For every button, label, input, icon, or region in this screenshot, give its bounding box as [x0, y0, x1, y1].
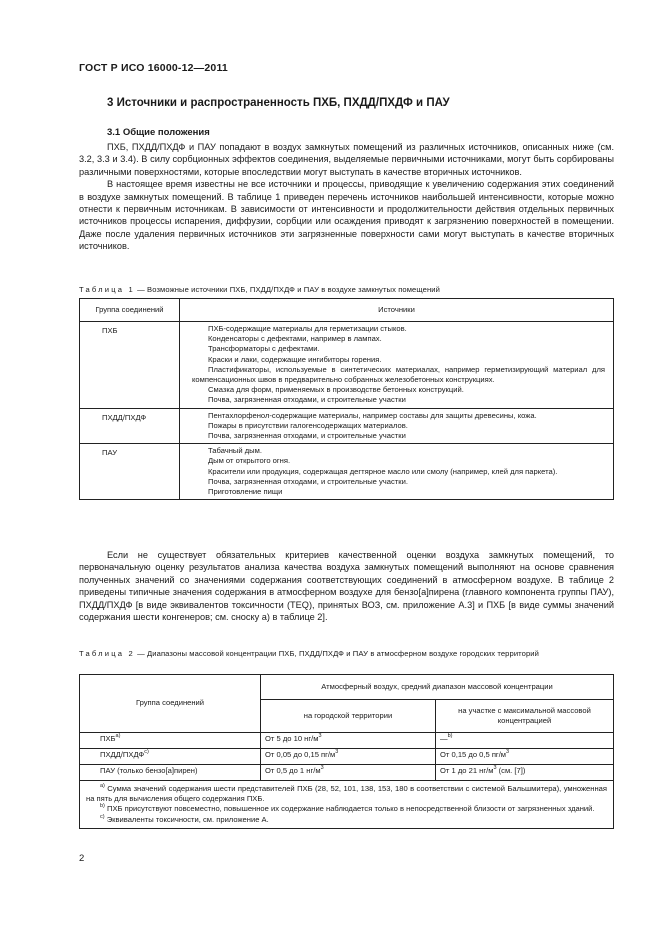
- group-name: ПАУ (только бензо[а]пирен): [100, 766, 198, 775]
- table1-caption: [79, 285, 614, 296]
- source-item: Пластификаторы, используемые в синтетических материалах, например герметизирующий материал для компенсационных швов в предварительно собранных железобетонных конструкциях.: [192, 364, 605, 385]
- urban-value: От 5 до 10 нг/м: [265, 734, 319, 743]
- unit-exp: b): [447, 733, 453, 739]
- source-item: Табачный дым.: [208, 446, 262, 456]
- footnote-ref: a): [115, 733, 121, 739]
- table1-sources-cell: [180, 322, 614, 409]
- table-2: [79, 674, 614, 829]
- source-item: Приготовление пищи: [208, 487, 283, 497]
- table-row: [80, 322, 614, 409]
- table2-col-group: Группа соединений: [80, 675, 261, 733]
- footnote-ref: c): [144, 749, 149, 755]
- unit-exp: 3: [320, 765, 324, 771]
- footnote-text: ПХБ присутствуют повсеместно, повышенное их содержание наблюдается только в непосредственной близости от загрязненных зданий.: [104, 804, 595, 814]
- paragraph-2-text: В настоящее время известны не все источники и процессы, приводящие к увеличению содержания этих соединений в воздухе замкнутых помещений. В таблице 1 приведен перечень источников наибольшей интенсивности, которые можно отнести к первичным источникам. В зависимости от интенсивности и продолжительности действия отдельных первичных источников процессы испарения, диффузии, сорбции или осаждения приводят к загрязнению поверхностей в помещении. Даже после удаления первичных источников эти загрязненные поверхности сами могут выступать в качестве вторичных источников.: [79, 179, 614, 252]
- table1-col-group: Группа соединений: [80, 299, 180, 322]
- unit-exp: 3: [318, 733, 322, 739]
- max-value: От 1 до 21 нг/м: [440, 766, 494, 775]
- source-item: Почва, загрязненная отходами, и строительные участки: [208, 395, 406, 405]
- footnote-mark: b): [100, 803, 105, 810]
- table-1: [79, 298, 614, 500]
- unit-exp: 3: [493, 765, 497, 771]
- table1-caption-text: — Возможные источники ПХБ, ПХДД/ПХДФ и ПАУ в воздухе замкнутых помещений: [134, 285, 440, 294]
- table-row: [80, 733, 614, 749]
- page-number: 2: [79, 853, 85, 864]
- group-name: ПХДД/ПХДФ: [100, 750, 145, 759]
- table2-footnotes: [80, 781, 614, 829]
- max-value: —: [440, 734, 448, 743]
- footnote-mark: a): [100, 783, 105, 789]
- source-item: Краски и лаки, содержащие ингибиторы горения.: [208, 354, 382, 364]
- unit-exp: 3: [335, 749, 339, 755]
- source-item: ПХБ-содержащие материалы для герметизации стыков.: [208, 324, 407, 333]
- source-item: Дым от открытого огня.: [208, 456, 291, 466]
- footnote: [86, 804, 607, 814]
- source-item: Пентахлорфенол-содержащие материалы, например составы для защиты древесины, кожа.: [208, 410, 537, 420]
- table1-sources-cell: [180, 444, 614, 500]
- table1-group-cell: ПХБ: [80, 322, 180, 409]
- table-row: [80, 444, 614, 500]
- table1-col-sources: Источники: [180, 299, 614, 322]
- paragraph-1-text: ПХБ, ПХДД/ПХДФ и ПАУ попадают в воздух замкнутых помещений из различных источников, описанных ниже (см. 3.2, 3.3 и 3.4). В силу сорбционных эффектов соединения, выделяемые первичными источниками, могут быть сорбированы различными поверхностями, которые впоследствии могут выступать в качестве вторичных источников.: [79, 142, 614, 177]
- paragraph-1: [79, 141, 614, 253]
- section-title: 3 Источники и распространенность ПХБ, ПХДД/ПХДФ и ПАУ: [107, 97, 450, 109]
- table2-group-cell: [80, 765, 261, 781]
- table2-max-cell: [436, 733, 614, 749]
- paragraph-3: [79, 549, 614, 623]
- source-item: Почва, загрязненная отходами, и строительные участки: [208, 431, 406, 441]
- table-row: [80, 749, 614, 765]
- source-item: Смазка для форм, применяемых в производстве бетонных конструкций.: [208, 385, 464, 395]
- table2-caption-label: Таблица 2: [79, 649, 135, 658]
- max-after: (см. [7]): [496, 766, 526, 775]
- paragraph-3-text: Если не существует обязательных критериев качественной оценки воздуха замкнутых помещений, то первоначальную оценку результатов анализа качества воздуха замкнутых помещений выполняют на основе сравнения полученных значений со значениями содержания соответствующих соединений в атмосферном воздухе. В таблице 2 приведены типичные значения содержания в атмосферном воздухе для бензо[а]пирена (главного компонента группы ПАУ), ПХДД/ПХДФ [в виде эквивалентов токсичности (TEQ), принятых ВОЗ, см. приложение А.3] и ПХБ [в виде суммы значений содержания шести конгенеров; см. сноску а) в таблице 2].: [79, 550, 614, 623]
- table2-col-span: Атмосферный воздух, средний диапазон массовой концентрации: [261, 675, 614, 700]
- table1-group-cell: ПХДД/ПХДФ: [80, 408, 180, 444]
- table1-caption-label: Таблица 1: [79, 285, 135, 294]
- table1-header-row: [80, 299, 614, 322]
- table2-group-cell: [80, 733, 261, 749]
- source-item: Почва, загрязненная отходами, и строительные участки.: [208, 476, 408, 486]
- table2-footnotes-row: [80, 781, 614, 829]
- urban-value: От 0,05 до 0,15 пг/м: [265, 750, 336, 759]
- table1-group-cell: ПАУ: [80, 444, 180, 500]
- footnote-mark: c): [100, 813, 105, 820]
- table2-urban-cell: [261, 765, 436, 781]
- footnote-text: Сумма значений содержания шести представителей ПХБ (28, 52, 101, 138, 153, 180 в соответствии с системой Бальшмитера), умноженная на пять для вычисления общего содержания ПХБ.: [86, 784, 607, 804]
- table2-max-cell: [436, 765, 614, 781]
- table-row: [80, 765, 614, 781]
- table2-urban-cell: [261, 733, 436, 749]
- table2-col-urban: на городской территории: [261, 700, 436, 733]
- footnote: [86, 784, 607, 804]
- document-header: ГОСТ Р ИСО 16000-12—2011: [79, 62, 228, 74]
- table1-sources-cell: [180, 408, 614, 444]
- footnote: [86, 815, 607, 825]
- table2-caption: [79, 649, 614, 660]
- table2-caption-text: — Диапазоны массовой концентрации ПХБ, ПХДД/ПХДФ и ПАУ в атмосферном воздухе городских территорий: [134, 649, 539, 658]
- group-name: ПХБ: [100, 734, 116, 743]
- max-value: От 0,15 до 0,5 пг/м: [440, 750, 507, 759]
- source-item: Конденсаторы с дефектами, например в лампах.: [208, 334, 382, 344]
- footnote-text: Эквиваленты токсичности, см. приложение А.: [104, 814, 269, 824]
- table2-urban-cell: [261, 749, 436, 765]
- table2-col-max: на участке с максимальной массовой концентрацией: [436, 700, 614, 733]
- table2-max-cell: [436, 749, 614, 765]
- unit-exp: 3: [506, 749, 510, 755]
- source-item: Пожары в присутствии галогенсодержащих материалов.: [208, 420, 408, 430]
- table-row: [80, 408, 614, 444]
- table2-header-row-1: [80, 675, 614, 700]
- source-item: Красители или продукция, содержащая дегтярное масло или смолу (например, клей для паркета).: [208, 466, 558, 476]
- subsection-title: 3.1 Общие положения: [107, 127, 210, 138]
- table2-group-cell: [80, 749, 261, 765]
- urban-value: От 0,5 до 1 нг/м: [265, 766, 321, 775]
- source-item: Трансформаторы с дефектами.: [208, 344, 320, 354]
